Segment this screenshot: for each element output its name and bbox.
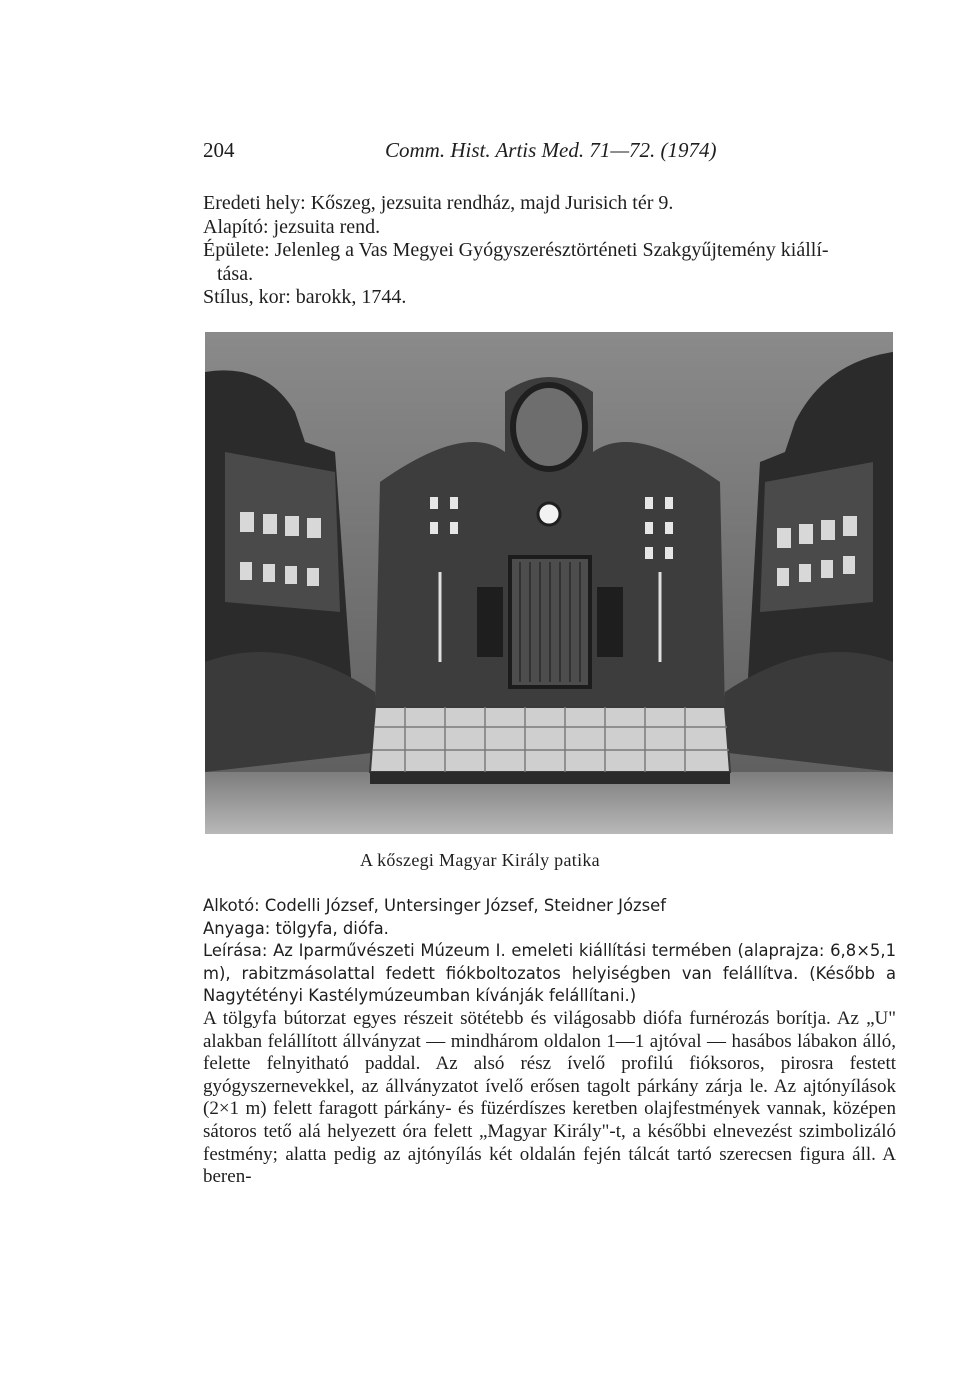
furniture-paragraph: A tölgyfa bútorzat egyes részeit sötétebb és világosabb diófa furnérozás borítja. Az „U" alakban felállított állványzat — mindhárom oldalon 1—1 ajtóval — hasábos lábakon álló, felette felnyitható paddal. Az alsó rész ívelő profilú fióksoros, pirosra festett gyógyszernevekkel, az állványzatot ívelő erősen tagolt párkány zárja le. Az ajtónyílások (2×1 m) felett faragott párkány- és füzérdíszes keretben olajfestmények vannak, középen sátoros tető alá helyezett óra felett „Magyar Király"-t, a későbbi elnevezést szimbolizáló festmény; alatta pedig az ajtónyílás két oldalán fején tálcát tartó szerecsen figura áll. A beren- — [203, 1007, 896, 1188]
pharmacy-illustration — [205, 332, 893, 834]
description-paragraph: Leírása: Az Iparművészeti Múzeum I. emeleti kiállítási termében (alaprajza: 6,8×5,1 m), rabitzmásolattal fedett fiókboltozatos helyiségben van felállítva. (Később a Nagytétényi Kastélymúzeumban kívánják felállítani.) — [203, 941, 896, 1006]
metadata-block — [203, 192, 903, 310]
pharmacy-photograph — [205, 332, 893, 834]
creators-line: Alkotó: Codelli József, Untersinger József, Steidner József — [203, 896, 666, 915]
journal-citation: Comm. Hist. Artis Med. 71—72. (1974) — [385, 138, 717, 162]
meta-original-location: Eredeti hely: Kőszeg, jezsuita rendház, majd Jurisich tér 9. — [203, 192, 674, 214]
meta-building: Épülete: Jelenleg a Vas Megyei Gyógyszerésztörténeti Szakgyűjtemény kiállí- — [203, 239, 829, 261]
page-number: 204 — [203, 138, 235, 162]
running-header — [203, 138, 763, 170]
materials-line: Anyaga: tölgyfa, diófa. — [203, 918, 389, 938]
meta-founder: Alapító: jezsuita rend. — [203, 215, 381, 238]
meta-building-cont: tása. — [217, 262, 254, 285]
meta-style: Stílus, kor: barokk, 1744. — [203, 286, 407, 308]
figure-caption: A kőszegi Magyar Király patika — [360, 850, 600, 870]
description-text — [203, 895, 896, 1189]
